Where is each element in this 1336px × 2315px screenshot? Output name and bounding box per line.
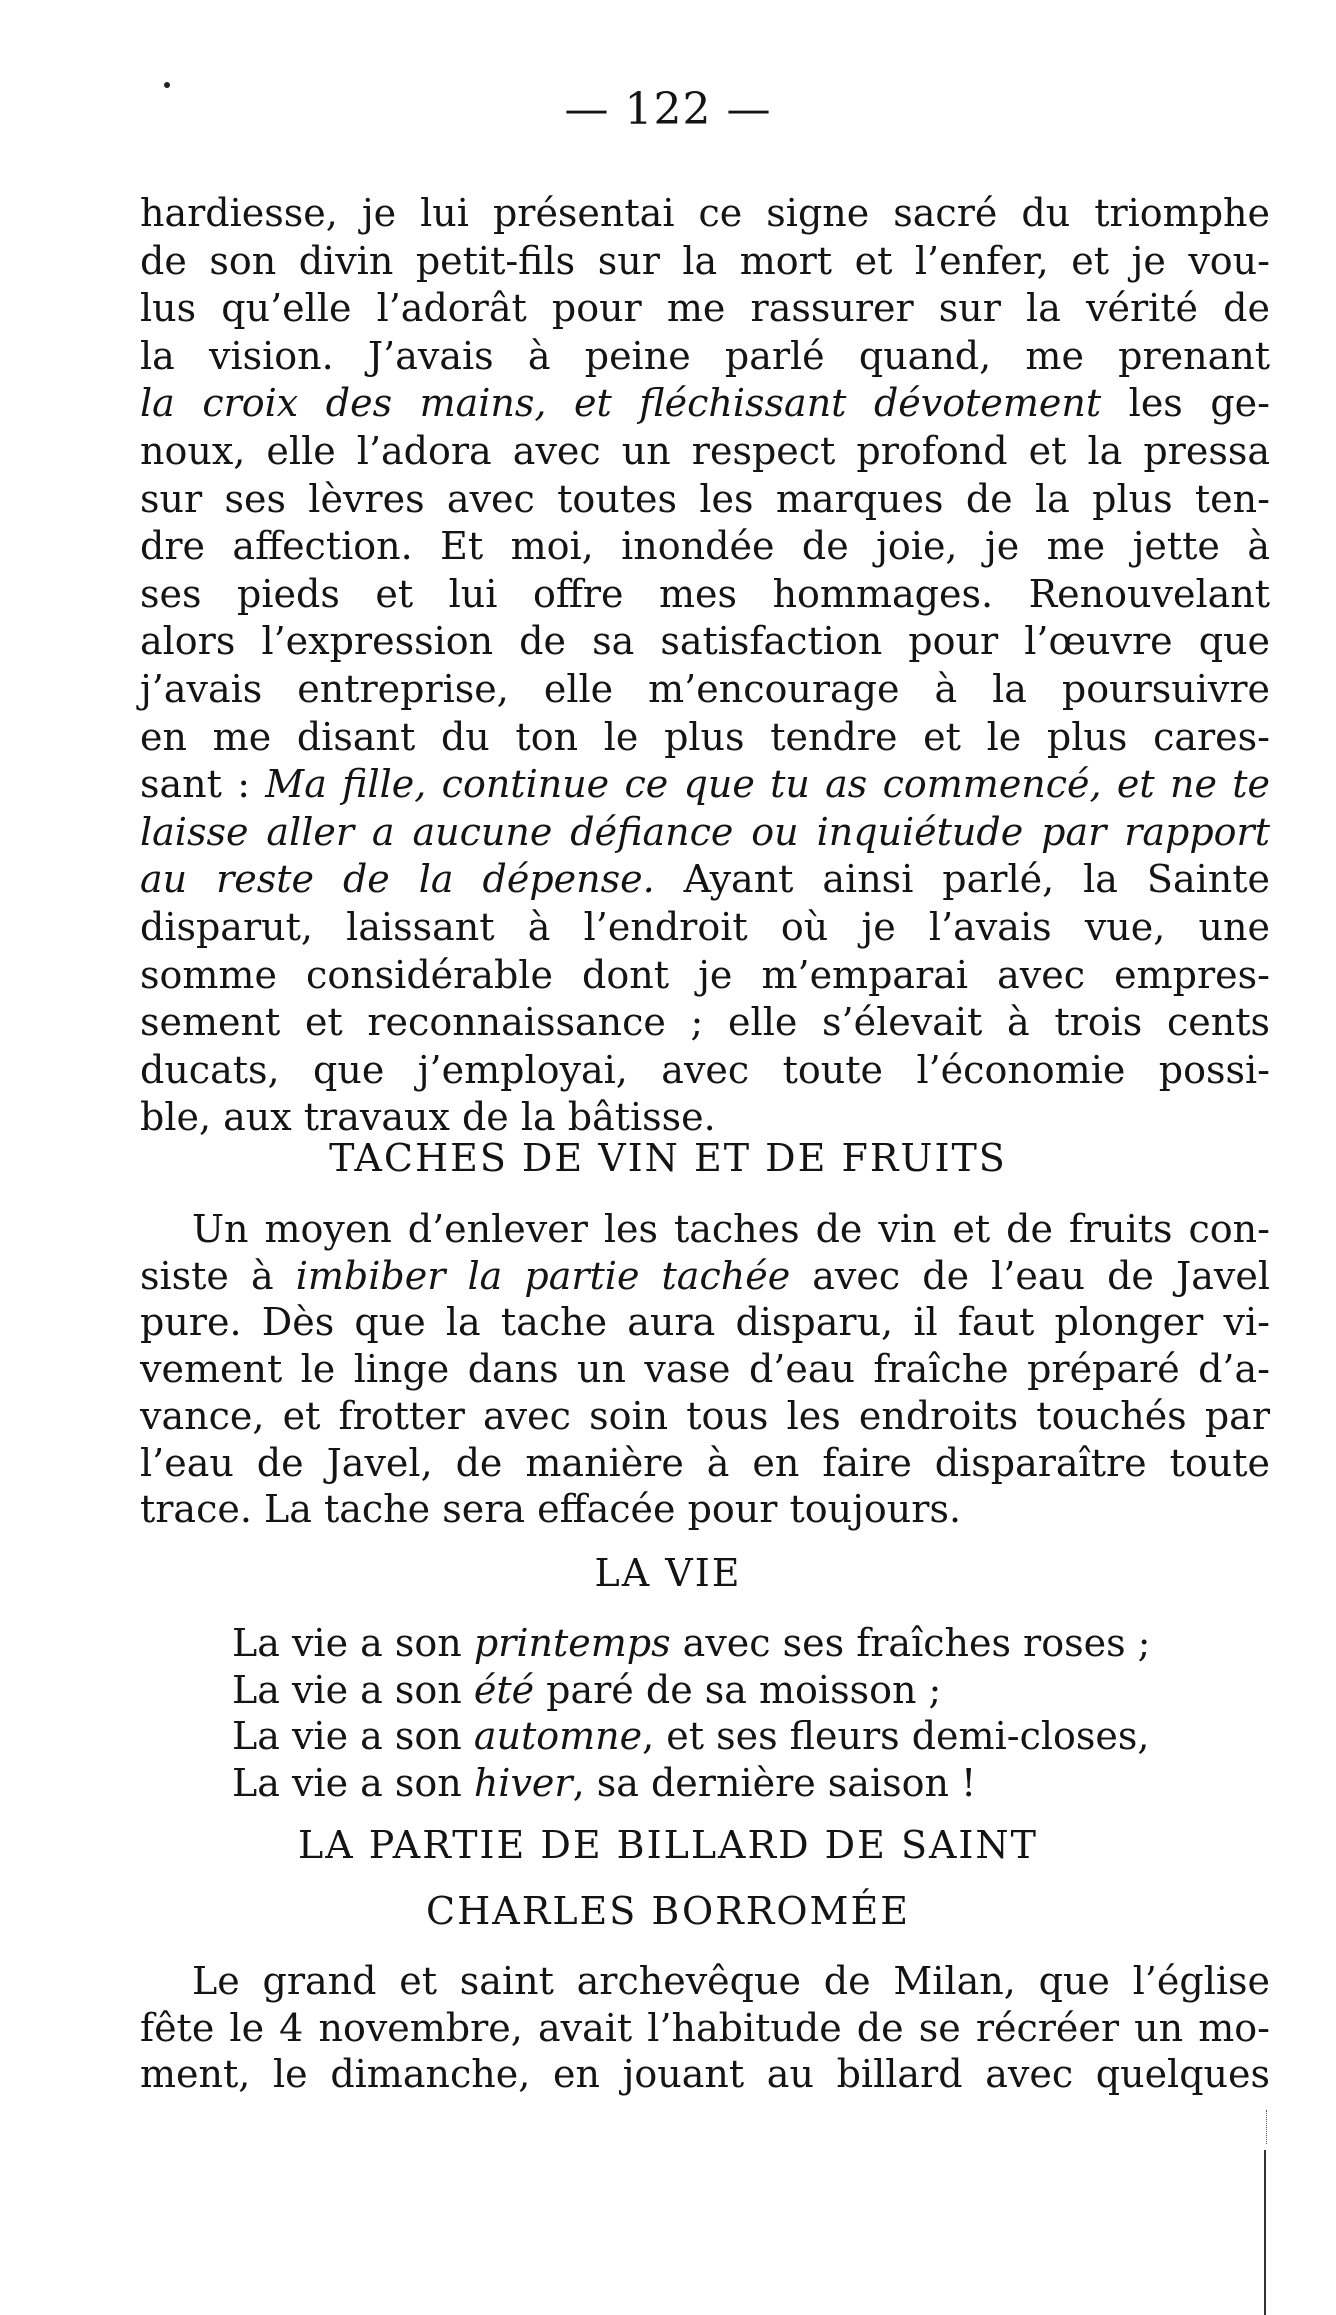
page-edge-dots (1266, 2110, 1268, 2144)
text-segment: trace. La tache sera effacée pour toujours. (140, 1487, 962, 1532)
text-segment: La vie a son (232, 1714, 474, 1758)
text-segment: noux, elle l’adora avec un respect profond et la pressa (140, 429, 1270, 473)
text-line (140, 523, 1270, 569)
text-line (140, 952, 1270, 998)
page-edge-rule (1264, 2150, 1266, 2315)
italic-segment: imbiber la partie tachée (295, 1253, 791, 1298)
italic-segment: la croix des mains, et fléchissant dévotement (140, 381, 1102, 426)
text-segment: sant : (140, 762, 266, 807)
text-segment: fête le 4 novembre, avait l’habitude de se récréer un mo- (140, 2005, 1270, 2050)
text-line (140, 2005, 1270, 2051)
text-segment: , et ses fleurs demi-closes, (642, 1714, 1150, 1758)
text-segment: disparut, laissant à l’endroit où je l’avais vue, une (140, 905, 1270, 949)
text-segment: dre affection. Et moi, inondée de joie, je me jette à (140, 524, 1270, 569)
text-line (140, 999, 1270, 1045)
text-line (140, 2051, 1270, 2097)
text-segment: ble, aux travaux de la bâtisse. (140, 1095, 716, 1140)
text-segment: les ge- (1101, 381, 1270, 426)
text-line (140, 1440, 1270, 1486)
italic-segment: laisse aller a aucune défiance ou inquiétude par rapport (140, 809, 1270, 854)
verse-line (232, 1713, 1232, 1759)
verse-line (232, 1620, 1232, 1666)
text-line (140, 571, 1270, 617)
italic-segment: été (473, 1667, 535, 1712)
text-segment: , sa dernière saison ! (572, 1760, 977, 1805)
text-line (140, 476, 1270, 522)
text-segment: en me disant du ton le plus tendre et le plus cares- (140, 714, 1270, 759)
text-segment: alors l’expression de sa satisfaction pour l’œuvre que (140, 619, 1270, 664)
text-line (192, 1206, 1270, 1252)
text-segment: de son divin petit-fils sur la mort et l’enfer, et je vou- (140, 238, 1270, 283)
verse-line (232, 1667, 1232, 1713)
italic-segment: printemps (473, 1621, 671, 1665)
text-line (140, 238, 1270, 284)
text-line (140, 1299, 1270, 1345)
text-segment: La vie a son (232, 1621, 474, 1665)
text-line (140, 1393, 1270, 1439)
text-segment: La vie a son (232, 1667, 474, 1712)
text-line (140, 809, 1270, 855)
heading-billiards-title-line2: CHARLES BORROMÉE (426, 1889, 910, 1933)
text-line (192, 1958, 1270, 2004)
text-segment: ment, le dimanche, en jouant au billard avec quelques (140, 2052, 1270, 2096)
text-segment: l’eau de Javel, de manière à en faire disparaître toute (140, 1440, 1270, 1485)
text-segment: vement le linge dans un vase d’eau fraîche préparé d’a- (140, 1347, 1270, 1392)
heading-la-vie: LA VIE (594, 1551, 742, 1595)
text-line (140, 190, 1270, 236)
text-segment: vance, et frotter avec soin tous les endroits touchés par (140, 1393, 1270, 1438)
italic-segment: automne (473, 1714, 643, 1758)
text-line (140, 761, 1270, 807)
text-segment: Un moyen d’enlever les taches de vin et de fruits con- (192, 1207, 1270, 1251)
text-segment: sement et reconnaissance ; elle s’élevait à trois cents (140, 1000, 1270, 1045)
italic-segment: au reste de la dépense. (140, 857, 655, 902)
text-line (140, 1486, 1270, 1532)
text-line (140, 618, 1270, 664)
text-line (140, 285, 1270, 331)
text-segment: j’avais entreprise, elle m’encourage à la poursuivre (140, 667, 1270, 711)
text-segment: ducats, que j’employai, avec toute l’économie possi- (140, 1047, 1270, 1092)
text-segment: lus qu’elle l’adorât pour me rassurer sur la vérité de (140, 286, 1270, 331)
text-segment: siste à (140, 1253, 296, 1298)
text-segment: avec ses fraîches roses ; (670, 1621, 1151, 1665)
heading-billiards-title-line1: LA PARTIE DE BILLARD DE SAINT (297, 1823, 1039, 1867)
heading-wine-stains: TACHES DE VIN ET DE FRUITS (329, 1136, 1007, 1180)
text-segment: Le grand et saint archevêque de Milan, que l’église (192, 1959, 1270, 2003)
text-segment: pure. Dès que la tache aura disparu, il faut plonger vi- (140, 1300, 1270, 1345)
text-line (140, 714, 1270, 760)
text-line (140, 380, 1270, 426)
text-line (140, 1094, 1270, 1140)
text-line (140, 666, 1270, 712)
text-segment: hardiesse, je lui présentai ce signe sacré du triomphe (140, 191, 1270, 235)
text-segment: la vision. J’avais à peine parlé quand, me prenant (140, 333, 1270, 378)
italic-segment: hiver (473, 1760, 573, 1805)
italic-segment: Ma fille, continue ce que tu as commencé, et ne te (265, 762, 1270, 807)
text-segment: Ayant ainsi parlé, la Sainte (654, 857, 1270, 902)
text-line (140, 1047, 1270, 1093)
text-line (140, 1346, 1270, 1392)
text-segment: ses pieds et lui offre mes hommages. Renouvelant (140, 571, 1270, 616)
text-segment: La vie a son (232, 1760, 474, 1805)
text-line (140, 856, 1270, 902)
text-segment: somme considérable dont je m’emparai avec empres- (140, 952, 1270, 997)
verse-line (232, 1760, 1232, 1806)
text-line (140, 428, 1270, 474)
text-line (140, 904, 1270, 950)
text-line (140, 333, 1270, 379)
text-segment: sur ses lèvres avec toutes les marques de la plus ten- (140, 476, 1270, 521)
text-line (140, 1253, 1270, 1299)
text-segment: paré de sa moisson ; (534, 1667, 942, 1712)
page-number: — 122 — (564, 84, 772, 135)
text-segment: avec de l’eau de Javel (790, 1253, 1270, 1298)
